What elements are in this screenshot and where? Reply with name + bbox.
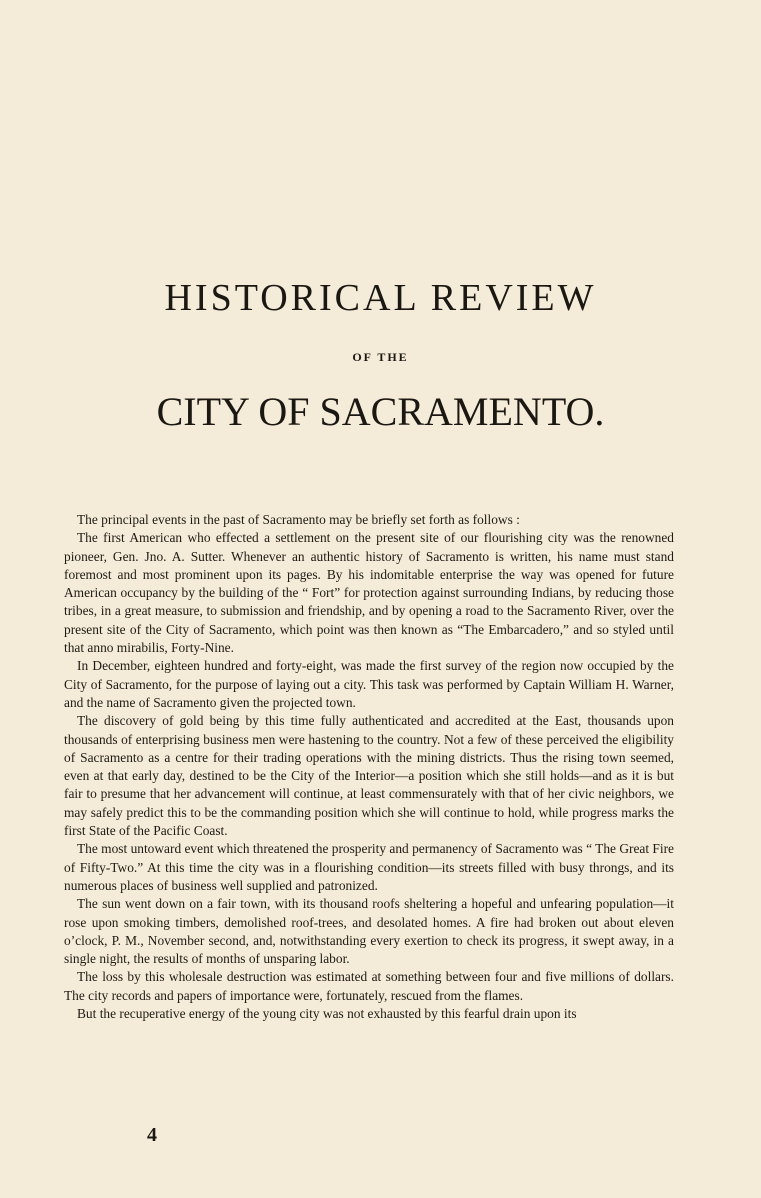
paragraph: The loss by this wholesale destruction was estimated at something between four and five millions of dollars. The city records and papers of importance were, fortunately, rescued from the flames. [64, 969, 674, 1003]
body-text [64, 511, 674, 1023]
paragraph: The principal events in the past of Sacramento may be briefly set forth as follows : [77, 512, 520, 527]
paragraph: In December, eighteen hundred and forty-eight, was made the first survey of the region now occupied by the City of Sacramento, for the purpose of laying out a city. This task was performed by Captain William H. Warner, and the name of Sacramento given the projected town. [64, 658, 674, 710]
paragraph: But the recuperative energy of the young city was not exhausted by this fearful drain upon its [77, 1006, 577, 1022]
paragraph: The discovery of gold being by this time fully authenticated and accredited at the East, thousands upon thousands of enterprising business men were hastening to the country. Not a few of these perceived the eligibility of Sacramento as a centre for their trading operations with the mining districts. Thus the rising town seemed, even at that early day, destined to be the City of the Interior—a position which she still holds—and as it is but fair to presume that her advancement will continue, at least commensurately with that of her civic neighbors, we may safely predict this to be the commanding position which she will continue to hold, while progress marks the first State of the Pacific Coast. [64, 713, 674, 839]
page-subtitle-of-the: OF THE [352, 350, 409, 364]
paragraph: The most untoward event which threatened the prosperity and permanency of Sacramento was “ The Great Fire of Fifty-Two.” At this time the city was in a flourishing condition—its streets filled with busy throngs, and its numerous places of business well supplied and patronized. [64, 841, 674, 893]
paragraph: The first American who effected a settlement on the present site of our flourishing city was the renowned pioneer, Gen. Jno. A. Sutter. Whenever an authentic history of Sacramento is written, his name must stand foremost and most prominent upon its pages. By his indomitable enterprise the way was opened for future American occupancy by the building of the “ Fort” for protection against surrounding Indians, by reducing those tribes, in a great measure, to submission and friendship, and by opening a road to the Sacramento River, over the present site of the City of Sacramento, which point was then known as “The Embarcadero,” and so styled until that anno mirabilis, Forty-Nine. [64, 530, 674, 656]
page-number: 4 [147, 1124, 157, 1146]
paragraph: The sun went down on a fair town, with its thousand roofs sheltering a hopeful and unfearing population—it rose upon smoking timbers, demolished roof-trees, and desolated homes. A fire had broken out about eleven o’clock, P. M., November second, and, notwithstanding every exertion to check its progress, it swept away, in a single night, the results of months of unsparing labor. [64, 896, 674, 967]
page-title: HISTORICAL REVIEW [164, 277, 597, 319]
page-subtitle-city: CITY OF SACRAMENTO. [156, 389, 605, 434]
